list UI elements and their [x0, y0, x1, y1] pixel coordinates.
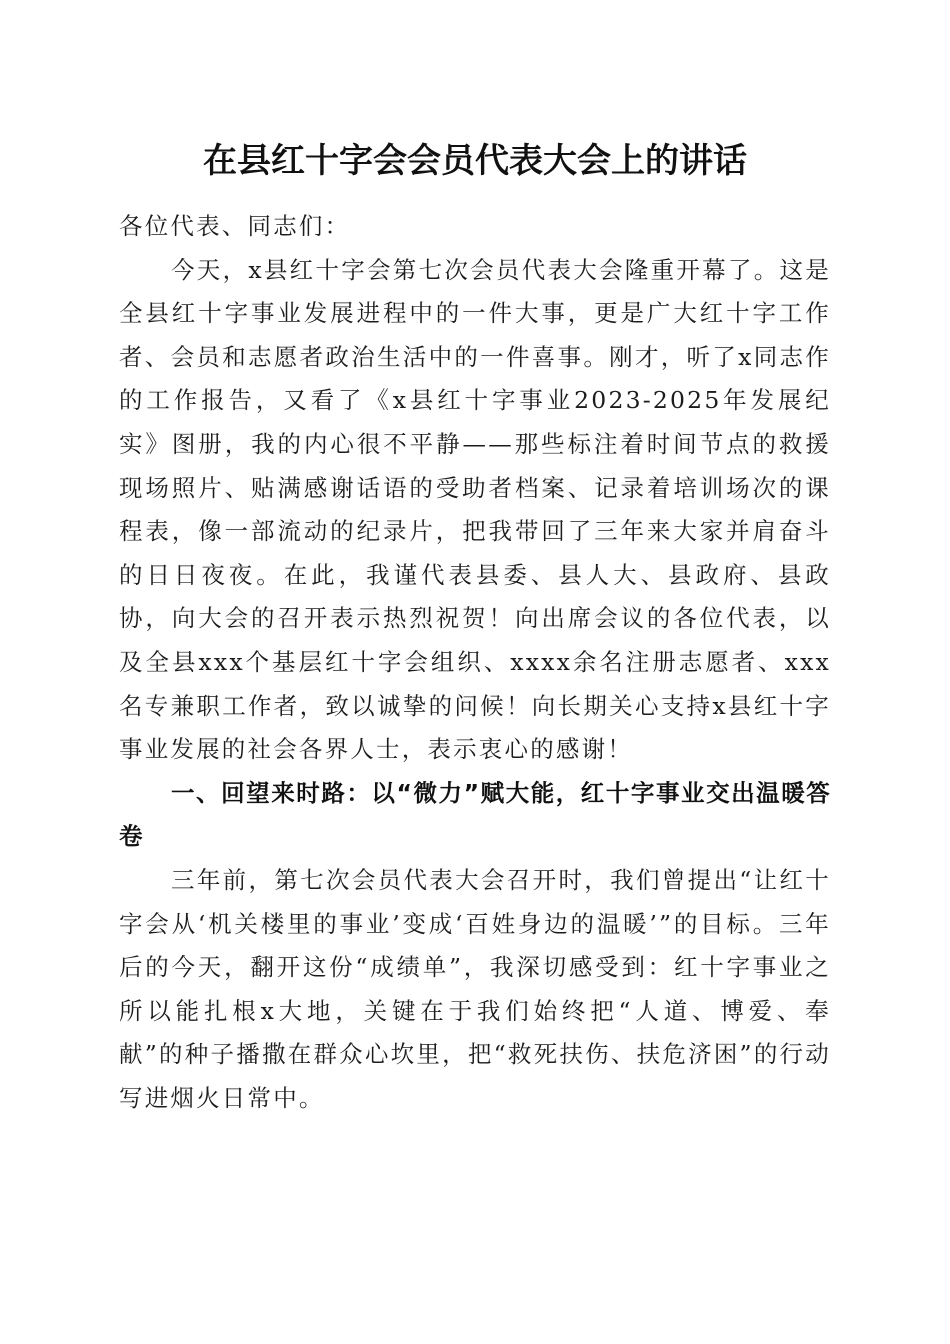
opening-paragraph: 今天，x县红十字会第七次会员代表大会隆重开幕了。这是全县红十字事业发展进程中的一件大事，更是广大红十字工作者、会员和志愿者政治生活中的一件喜事。刚才，听了x同志作的工作报告，又看了《x县红十字事业2023-2025年发展纪实》图册，我的内心很不平静——那些标注着时间节点的救援现场照片、贴满感谢话语的受助者档案、记录着培训场次的课程表，像一部流动的纪录片，把我带回了三年来大家并肩奋斗的日日夜夜。在此，我谨代表县委、县人大、县政府、县政协，向大会的召开表示热烈祝贺！向出席会议的各位代表，以及全县xxx个基层红十字会组织、xxxx余名注册志愿者、xxx名专兼职工作者，致以诚挚的问候！向长期关心支持x县红十字事业发展的社会各界人士，表示衷心的感谢！	[119, 255, 831, 764]
salutation: 各位代表、同志们：	[119, 212, 351, 240]
section-heading: 一、回望来时路：以“微力”赋大能，红十字事业交出温暖答卷	[119, 778, 831, 851]
document-title: 在县红十字会会员代表大会上的讲话	[203, 141, 747, 181]
section-paragraph: 三年前，第七次会员代表大会召开时，我们曾提出“让红十字会从‘机关楼里的事业’变成‘百姓身边的温暖’”的目标。三年后的今天，翻开这份“成绩单”，我深切感受到：红十字事业之所以能扎根x大地，关键在于我们始终把“人道、博爱、奉献”的种子播撒在群众心坎里，把“救死扶伤、扶危济困”的行动写进烟火日常中。	[119, 865, 831, 1112]
document-body	[119, 205, 831, 1120]
